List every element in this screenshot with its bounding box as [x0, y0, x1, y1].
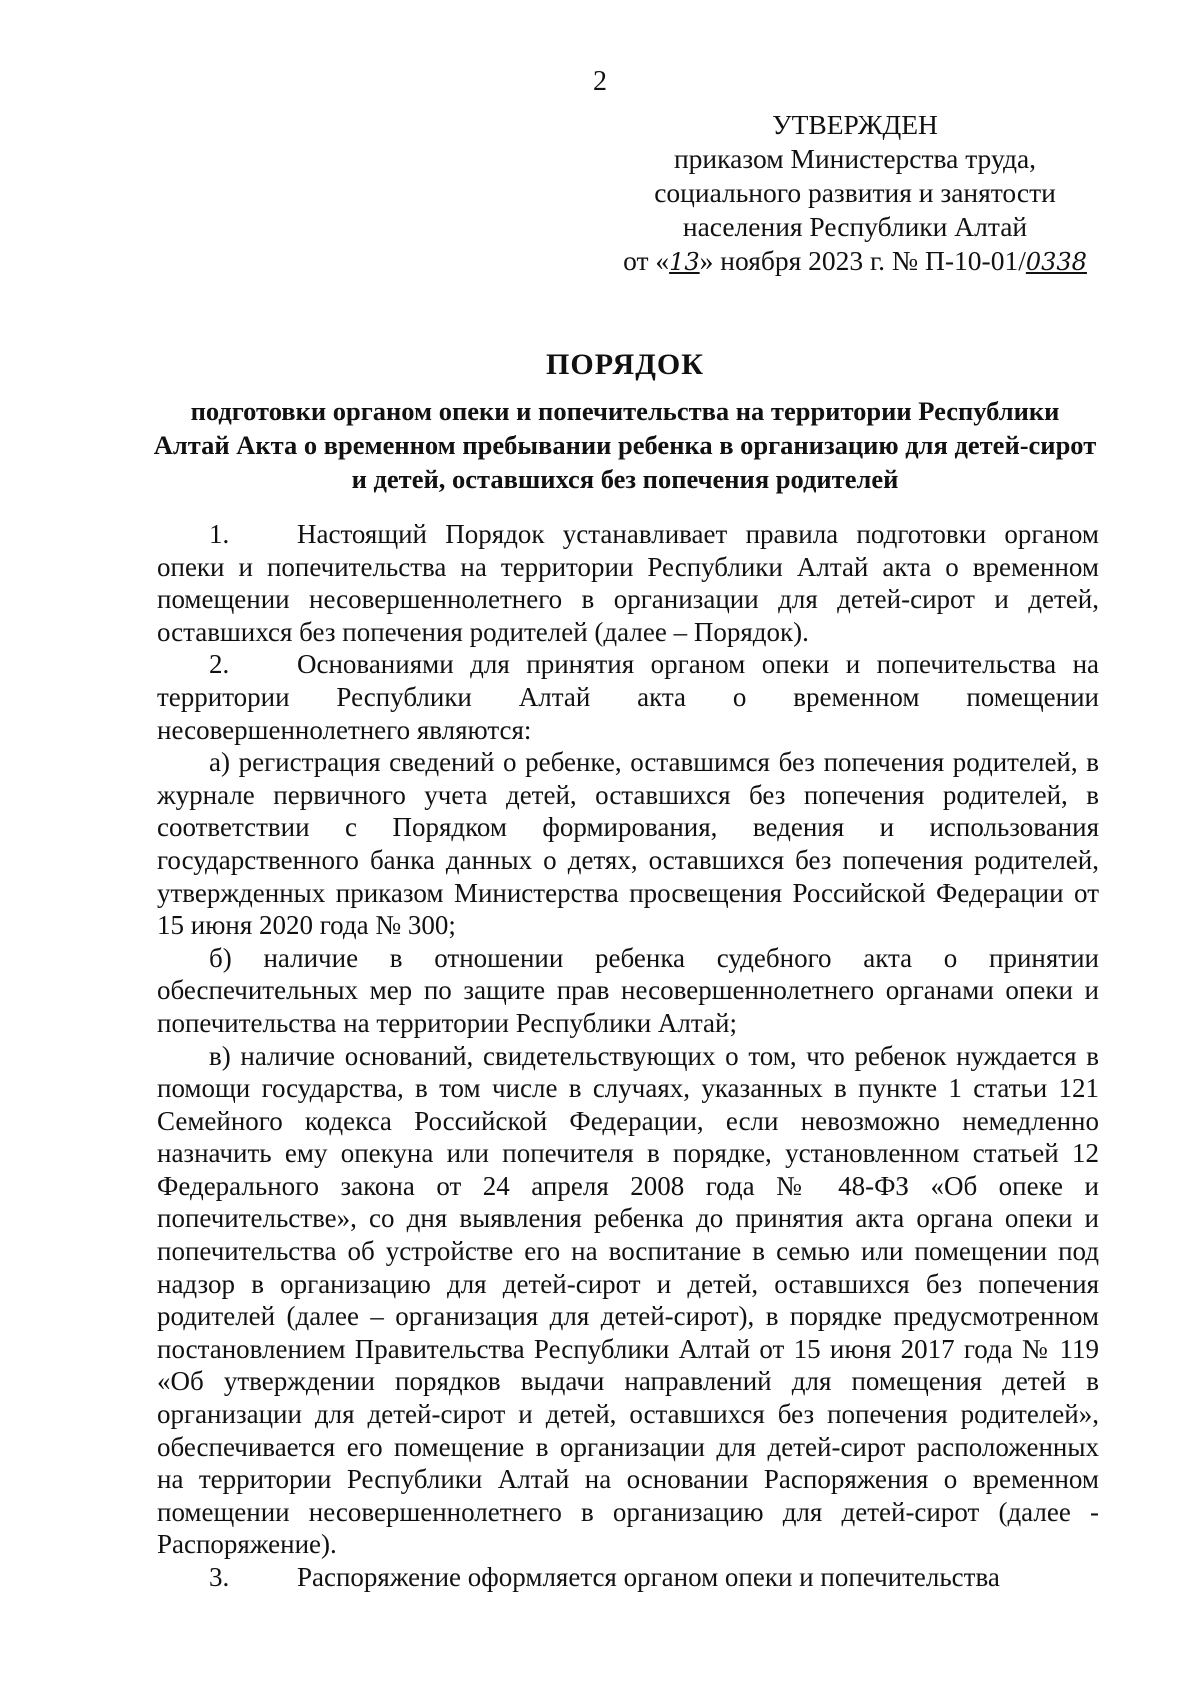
document-title — [150, 348, 1100, 496]
paragraph-text: Распоряжение оформляется органом опеки и попечительства — [297, 1562, 1000, 1592]
paragraph-2 — [157, 648, 1099, 746]
paragraph-text: Настоящий Порядок устанавливает правила подготовки органом опеки и попечительства на территории Республики Алтай акта о временном помещении несовершеннолетнего в организации для детей-сирот и детей, оставшихся без попечения родителей (далее – Порядок). — [157, 519, 1099, 647]
approval-line-1: приказом Министерства труда, — [673, 143, 1037, 174]
date-prefix: от « — [623, 245, 670, 276]
paragraph-number: 2. — [209, 649, 230, 680]
paragraph-3 — [157, 1561, 1099, 1594]
title-main: ПОРЯДОК — [546, 348, 704, 381]
document-body — [157, 518, 1099, 1594]
paragraph-1 — [157, 518, 1099, 648]
date-day-handwritten: 13 — [669, 248, 700, 276]
subparagraph-b: б) наличие в отношении ребенка судебного акта о принятии обеспечительных мер по защите прав несовершеннолетнего органами опеки и попечительства на территории Республики Алтай; — [157, 942, 1099, 1038]
subparagraph-v: в) наличие оснований, свидетельствующих о том, что ребенок нуждается в помощи государства, в том числе в случаях, указанных в пункте 1 статьи 121 Семейного кодекса Российской Федерации, если невозможно немедленно назначить ему опекуна или попечителя в порядке, установленном статьей 12 Федерального закона от 24 апреля 2008 года № 48-ФЗ «Об опеке и попечительстве», со дня выявления ребенка до принятия акта органа опеки и попечительства об устройстве его на воспитание в семью или помещении под надзор в организацию для детей-сирот и детей, оставшихся без попечения родителей (далее – организация для детей-сирот), в порядке предусмотренном постановлением Правительства Республики Алтай от 15 июня 2017 года № 119 «Об утверждении порядков выдачи направлений для помещения детей в организации для детей-сирот и детей, оставшихся без попечения родителей», обеспечивается его помещение в организации для детей-сирот расположенных на территории Республики Алтай на основании Распоряжения о временном помещении несовершеннолетнего в организацию для детей-сирот (далее - Распоряжение). — [157, 1040, 1099, 1560]
subparagraph-a: а) регистрация сведений о ребенке, оставшимся без попечения родителей, в журнале первичного учета детей, оставшихся без попечения родителей, в соответствии с Порядком формирования, ведения и использования государственного банка данных о детях, оставшихся без попечения родителей, утвержденных приказом Министерства просвещения Российской Федерации от 15 июня 2020 года № 300; — [157, 747, 1099, 941]
approval-heading: УТВЕРЖДЕН — [772, 109, 938, 140]
approval-stamp — [620, 108, 1090, 279]
order-number-handwritten: 0338 — [1025, 248, 1087, 276]
approval-line-2: социального развития и занятости — [654, 177, 1056, 208]
paragraph-text: Основаниями для принятия органом опеки и попечительства на территории Республики Алтай акта о временном помещении несовершеннолетнего являются: — [157, 649, 1099, 745]
paragraph-number: 3. — [209, 1562, 230, 1592]
paragraph-number: 1. — [209, 519, 230, 549]
approval-date-line — [620, 244, 1090, 279]
approval-line-3: населения Республики Алтай — [682, 211, 1028, 242]
page-number: 2 — [593, 66, 607, 97]
title-subtitle: подготовки органом опеки и попечительства на территории Республики Алтай Акта о временном пребывании ребенка в организацию для детей-сирот и детей, оставшихся без попечения родителей — [153, 396, 1097, 494]
date-middle: » ноября 2023 г. № П-10-01/ — [699, 245, 1026, 276]
